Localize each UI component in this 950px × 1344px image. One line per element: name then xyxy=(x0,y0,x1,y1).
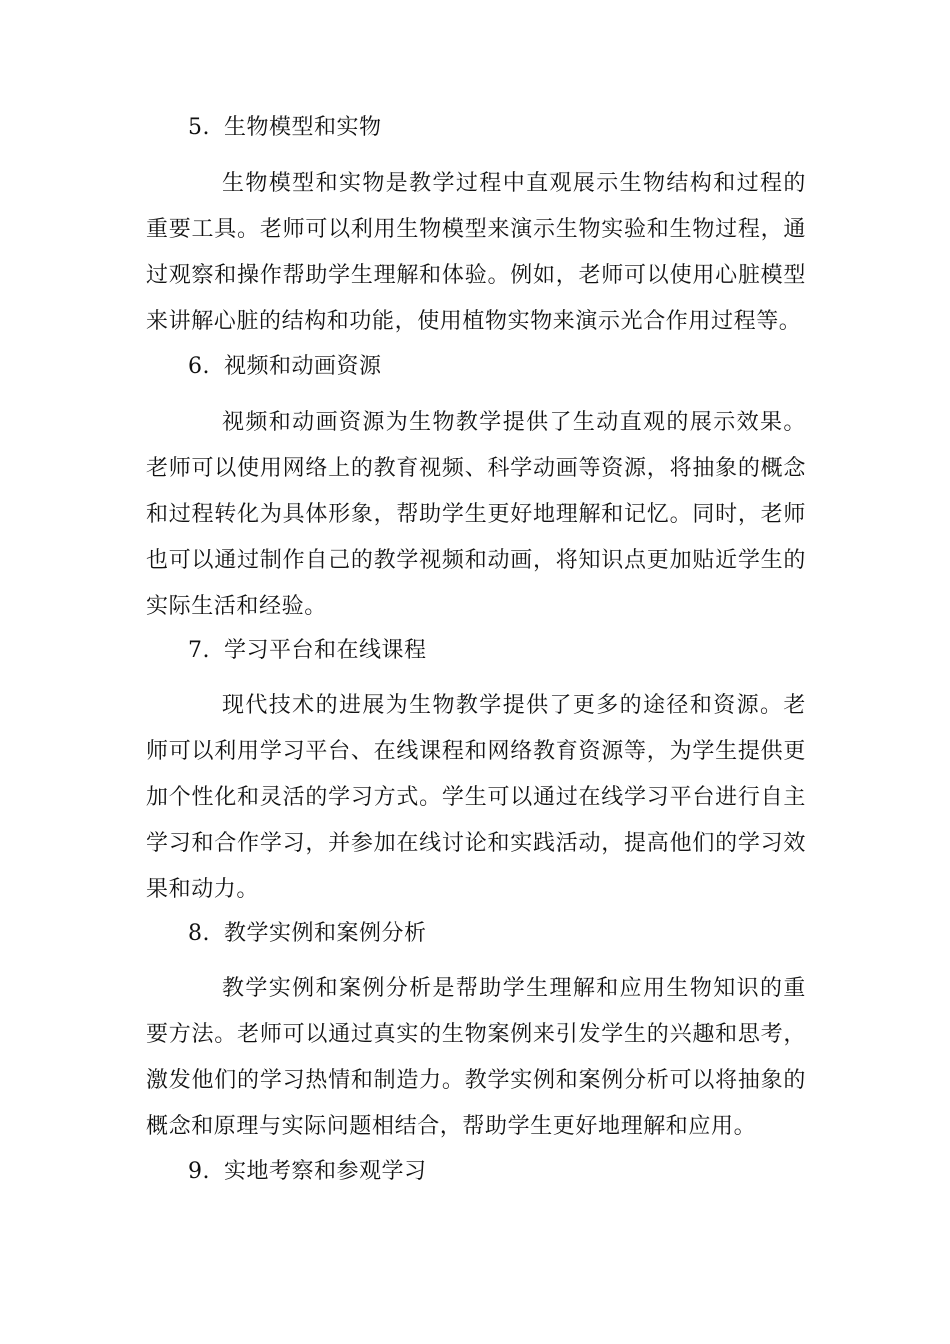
section-number: 8. xyxy=(188,921,210,946)
section-title: 教学实例和案例分析 xyxy=(224,921,427,946)
section-paragraph: 视频和动画资源为生物教学提供了生动直观的展示效果。老师可以使用网络上的教育视频、科学动画等资源，将抽象的概念和过程转化为具体形象，帮助学生更好地理解和记忆。同时，老师也可以通过制作自己的教学视频和动画，将知识点更加贴近学生的实际生活和经验。 xyxy=(146,410,806,619)
section-number: 9. xyxy=(188,1159,210,1184)
section-number: 5. xyxy=(188,115,210,140)
section-title: 生物模型和实物 xyxy=(224,115,382,140)
section-number: 7. xyxy=(188,638,210,663)
section-heading xyxy=(188,919,427,949)
section-title: 学习平台和在线课程 xyxy=(224,638,427,663)
section-number: 6. xyxy=(188,354,210,379)
section-paragraph: 生物模型和实物是教学过程中直观展示生物结构和过程的重要工具。老师可以利用生物模型来演示生物实验和生物过程，通过观察和操作帮助学生理解和体验。例如，老师可以使用心脏模型来讲解心脏的结构和功能，使用植物实物来演示光合作用过程等。 xyxy=(146,171,806,334)
section-heading xyxy=(188,352,382,382)
section-heading xyxy=(188,1157,427,1187)
section-heading xyxy=(188,636,427,666)
section-paragraph: 教学实例和案例分析是帮助学生理解和应用生物知识的重要方法。老师可以通过真实的生物案例来引发学生的兴趣和思考，激发他们的学习热情和制造力。教学实例和案例分析可以将抽象的概念和原理与实际问题相结合，帮助学生更好地理解和应用。 xyxy=(146,976,806,1139)
section-heading xyxy=(188,113,382,143)
section-title: 视频和动画资源 xyxy=(224,354,382,379)
section-title: 实地考察和参观学习 xyxy=(224,1159,427,1184)
section-paragraph: 现代技术的进展为生物教学提供了更多的途径和资源。老师可以利用学习平台、在线课程和网络教育资源等，为学生提供更加个性化和灵活的学习方式。学生可以通过在线学习平台进行自主学习和合作学习，并参加在线讨论和实践活动，提高他们的学习效果和动力。 xyxy=(146,693,806,902)
